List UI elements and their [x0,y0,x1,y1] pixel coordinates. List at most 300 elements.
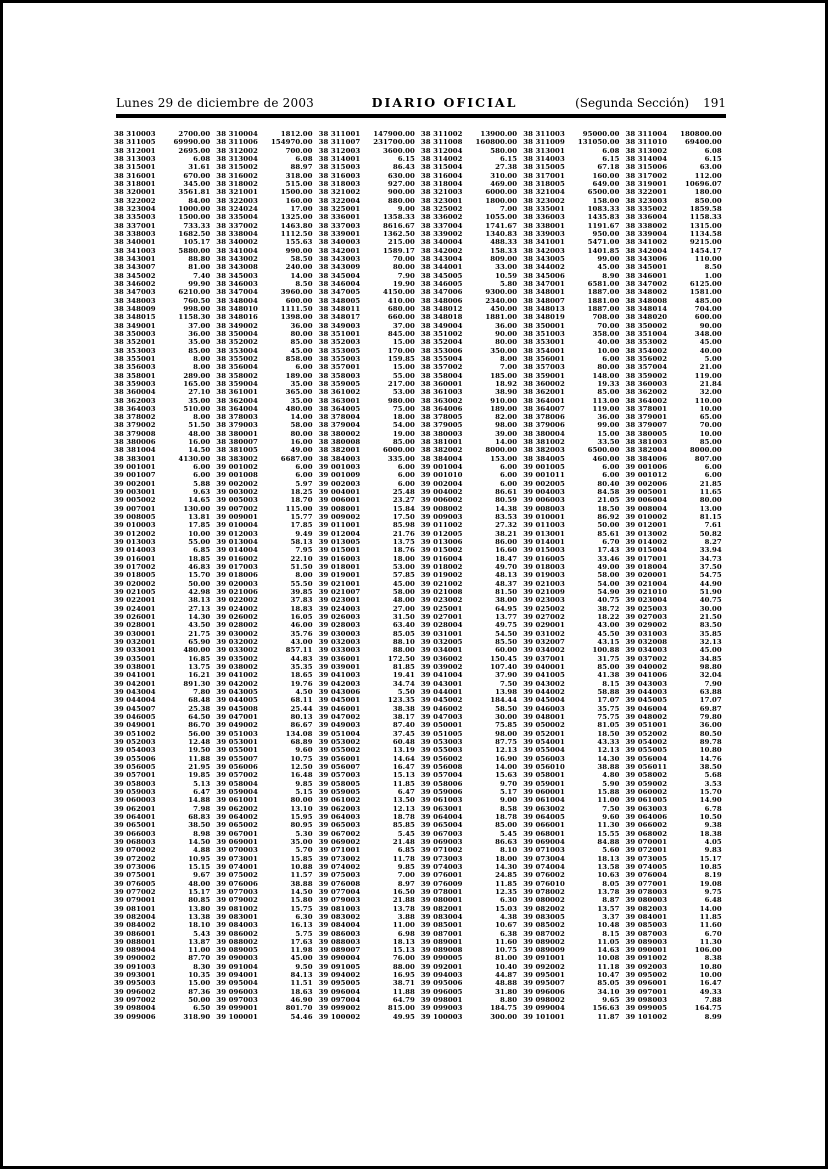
item-code: 38 364001 [523,396,565,405]
item-code: 39 089001 [420,937,463,946]
item-code: 39 088003 [318,937,361,946]
item-code: 39 044003 [625,687,668,696]
code-value-cell [216,930,318,938]
code-value-cell [421,438,523,446]
item-value: 13.77 [495,613,518,622]
item-value: 733.33 [183,221,211,230]
item-value: 9300.00 [485,288,518,297]
item-code: 39 029002 [625,621,668,630]
table-row [114,205,728,213]
item-code: 39 037001 [523,654,565,663]
item-code: 39 089005 [216,946,258,955]
code-value-cell [421,288,523,296]
code-value-cell [216,563,318,571]
item-code: 39 056011 [625,762,668,771]
item-code: 39 021010 [625,588,668,597]
item-code: 38 348018 [420,313,463,322]
code-value-cell [625,205,727,213]
code-value-cell [216,530,318,538]
item-value: 6.00 [704,463,722,472]
item-code: 38 348007 [523,296,565,305]
item-value: 5.15 [295,787,313,796]
item-code: 39 049003 [318,721,361,730]
code-value-cell [216,546,318,554]
item-value: 40.00 [597,338,620,347]
item-value: 8.05 [602,879,620,888]
item-value: 7.88 [704,996,722,1005]
item-code: 38 346003 [216,279,258,288]
item-code: 39 061002 [318,796,361,805]
item-value: 49.33 [699,987,722,996]
item-value: 119.00 [592,404,620,413]
item-value: 8.00 [193,363,211,372]
item-code: 38 321002 [318,188,361,197]
item-value: 1881.00 [587,296,620,305]
item-code: 39 046002 [420,704,463,713]
item-code: 39 056008 [420,762,463,771]
item-code: 39 084003 [216,921,258,930]
item-code: 39 076001 [420,871,463,880]
code-value-cell [114,213,216,221]
code-value-cell [216,372,318,380]
item-code: 39 074002 [318,862,361,871]
item-code: 38 355001 [114,354,156,363]
item-value: 815.00 [387,1004,415,1013]
item-code: 38 359001 [523,371,565,380]
code-value-cell [421,621,523,629]
code-value-cell [523,780,625,788]
item-code: 38 311003 [523,130,565,138]
code-value-cell [625,905,727,913]
code-value-cell [216,746,318,754]
code-value-cell [421,363,523,371]
code-value-cell [523,397,625,405]
item-code: 39 021008 [420,588,463,597]
code-value-cell [216,805,318,813]
item-code: 39 083005 [523,912,565,921]
item-code: 39 095007 [523,979,565,988]
item-code: 39 096005 [420,987,463,996]
item-value: 83.50 [699,621,722,630]
code-value-cell [114,363,216,371]
code-value-cell [319,280,421,288]
item-code: 39 045002 [420,696,463,705]
item-code: 39 002003 [318,479,361,488]
code-value-cell [114,455,216,463]
code-value-cell [625,813,727,821]
table-row [114,738,728,746]
item-code: 38 311004 [625,130,668,138]
table-row [114,863,728,871]
code-value-cell [216,521,318,529]
item-value: 64.50 [188,712,211,721]
item-value: 5.17 [500,787,518,796]
item-value: 580.00 [490,146,518,155]
item-code: 39 061001 [216,796,258,805]
code-value-cell [114,322,216,330]
item-value: 5.50 [397,687,415,696]
code-value-cell [625,996,727,1004]
item-code: 39 087003 [625,929,668,938]
item-code: 38 319001 [625,179,668,188]
code-value-cell [216,638,318,646]
item-value: 13.00 [699,504,722,513]
item-value: 21.84 [699,379,722,388]
code-value-cell [625,721,727,729]
item-value: 50.00 [188,579,211,588]
item-code: 39 099001 [216,1004,258,1013]
code-value-cell [523,655,625,663]
item-value: 80.40 [597,479,620,488]
item-code: 38 337003 [318,221,361,230]
item-code: 38 361003 [420,388,463,397]
code-value-cell [625,488,727,496]
code-value-cell [319,372,421,380]
item-value: 48.00 [188,879,211,888]
code-value-cell [625,255,727,263]
code-value-cell [523,421,625,429]
code-value-cell [319,688,421,696]
code-value-cell [523,846,625,854]
item-code: 39 004002 [420,488,463,497]
code-value-cell [216,180,318,188]
code-value-cell [625,846,727,854]
code-value-cell [319,272,421,280]
item-value: 1463.80 [280,221,313,230]
code-value-cell [114,538,216,546]
item-value: 80.00 [290,329,313,338]
item-code: 38 346002 [114,279,156,288]
item-code: 38 351004 [625,329,668,338]
code-value-cell [319,771,421,779]
item-value: 41.38 [597,671,620,680]
item-value: 64.79 [392,996,415,1005]
item-code: 39 090005 [420,954,463,963]
item-value: 18.50 [597,729,620,738]
item-code: 39 048002 [625,712,668,721]
item-code: 39 074005 [625,862,668,871]
item-code: 38 338004 [216,229,258,238]
code-value-cell [114,272,216,280]
table-row [114,805,728,813]
code-value-cell [319,946,421,954]
item-value: 21.76 [392,529,415,538]
code-value-cell [114,255,216,263]
item-value: 6.30 [500,896,518,905]
item-code: 39 082004 [114,912,156,921]
item-code: 39 010004 [216,521,258,530]
item-value: 85.85 [392,821,415,830]
item-code: 39 061004 [523,796,565,805]
item-code: 38 362002 [625,388,668,397]
item-code: 38 339004 [625,229,668,238]
item-code: 39 077004 [318,887,361,896]
code-value-cell [421,338,523,346]
item-value: 8000.00 [485,446,518,455]
item-value: 11.88 [188,754,211,763]
item-code: 38 321001 [216,188,258,197]
code-value-cell [523,855,625,863]
code-value-cell [319,172,421,180]
code-value-cell [319,297,421,305]
item-value: 980.00 [387,396,415,405]
code-value-cell [216,172,318,180]
code-value-cell [216,580,318,588]
table-row [114,505,728,513]
item-code: 38 323004 [114,204,156,213]
item-value: 35.75 [597,704,620,713]
item-code: 39 025003 [625,604,668,613]
code-value-cell [421,655,523,663]
item-code: 39 077003 [216,887,258,896]
code-value-cell [216,913,318,921]
item-code: 39 002001 [114,479,156,488]
item-value: 16.21 [188,671,211,680]
item-code: 38 378003 [216,413,258,422]
code-value-cell [114,938,216,946]
table-row [114,546,728,554]
code-value-cell [625,605,727,613]
code-value-cell [319,155,421,163]
item-code: 39 005001 [625,488,668,497]
item-code: 38 345005 [420,271,463,280]
item-value: 69990.00 [173,138,211,147]
item-value: 7.61 [704,521,722,530]
item-code: 39 045005 [625,696,668,705]
item-code: 39 069003 [420,837,463,846]
item-value: 6.15 [602,154,620,163]
item-code: 38 350001 [523,321,565,330]
item-code: 38 356004 [216,363,258,372]
item-code: 38 384003 [318,454,361,463]
item-value: 54.90 [597,588,620,597]
item-code: 38 353006 [420,346,463,355]
item-value: 58.88 [597,687,620,696]
code-value-cell [114,471,216,479]
item-value: 37.00 [188,321,211,330]
item-value: 15.15 [188,862,211,871]
item-value: 1362.50 [383,229,415,238]
code-value-cell [421,546,523,554]
item-value: 1055.00 [485,213,518,222]
table-row [114,913,728,921]
item-code: 38 351002 [420,329,463,338]
table-row [114,855,728,863]
code-value-cell [421,197,523,205]
code-value-cell [319,222,421,230]
item-code: 38 311006 [216,138,258,147]
item-value: 54.46 [290,1012,313,1021]
item-code: 39 013003 [114,538,156,547]
item-value: 10.00 [699,429,722,438]
code-value-cell [625,421,727,429]
item-value: 99.00 [597,254,620,263]
item-code: 39 071001 [318,846,361,855]
code-value-cell [523,730,625,738]
code-value-cell [523,297,625,305]
code-value-cell [114,763,216,771]
item-code: 38 338001 [523,221,565,230]
item-code: 39 012004 [318,529,361,538]
code-value-cell [216,780,318,788]
code-value-cell [114,746,216,754]
item-value: 1454.17 [689,246,722,255]
code-value-cell [421,888,523,896]
code-value-cell [114,546,216,554]
item-value: 13.98 [495,687,518,696]
item-code: 38 353003 [114,346,156,355]
item-code: 39 040002 [625,663,668,671]
code-value-cell [421,471,523,479]
code-value-cell [523,913,625,921]
table-row [114,471,728,479]
item-code: 39 039001 [318,663,361,671]
code-value-cell [319,263,421,271]
code-value-cell [114,946,216,954]
item-code: 38 355002 [216,354,258,363]
item-value: 17.07 [597,696,620,705]
item-value: 5.75 [295,929,313,938]
item-code: 39 046003 [523,704,565,713]
code-value-cell [319,538,421,546]
item-value: 63.40 [392,621,415,630]
item-value: 6.00 [704,471,722,480]
item-value: 5880.00 [178,246,211,255]
item-code: 38 347002 [625,279,668,288]
code-value-cell [523,313,625,321]
table-row [114,971,728,979]
code-value-cell [216,255,318,263]
item-code: 39 094003 [420,971,463,980]
code-value-cell [523,763,625,771]
item-code: 39 030001 [114,629,156,638]
item-value: 107.40 [490,663,518,671]
item-code: 39 043001 [420,679,463,688]
code-value-cell [114,430,216,438]
code-value-cell [319,796,421,804]
item-code: 38 316004 [420,171,463,180]
item-code: 38 336003 [523,213,565,222]
code-value-cell [523,821,625,829]
item-code: 39 033001 [114,646,156,655]
code-value-cell [114,347,216,355]
item-code: 39 043004 [114,687,156,696]
code-value-cell [421,222,523,230]
code-value-cell [625,521,727,529]
item-code: 39 041006 [625,671,668,680]
item-code: 39 045001 [318,696,361,705]
item-value: 90.00 [495,329,518,338]
code-value-cell [319,555,421,563]
code-value-cell [625,463,727,471]
code-value-cell [114,463,216,471]
item-value: 86.00 [495,538,518,547]
item-code: 38 347005 [318,288,361,297]
item-code: 39 044005 [216,696,258,705]
item-value: 1887.00 [587,304,620,313]
item-value: 19.33 [597,379,620,388]
code-value-cell [625,455,727,463]
code-value-cell [319,730,421,738]
item-code: 39 051003 [216,729,258,738]
table-row [114,621,728,629]
code-value-cell [114,513,216,521]
item-code: 39 069002 [318,837,361,846]
table-row [114,538,728,546]
item-value: 14.00 [495,762,518,771]
item-value: 31.50 [392,613,415,622]
code-value-cell [625,147,727,155]
item-value: 6.50 [193,1004,211,1013]
item-value: 1741.67 [485,221,518,230]
header-section: (Segunda Sección) [575,96,690,110]
code-value-cell [421,755,523,763]
item-value: 27.00 [392,604,415,613]
code-value-cell [625,471,727,479]
item-value: 25.44 [290,704,313,713]
item-value: 11.85 [392,779,415,788]
item-code: 39 069001 [216,837,258,846]
item-code: 39 025001 [420,604,463,613]
item-code: 38 359005 [318,379,361,388]
item-value: 318.90 [183,1012,211,1021]
code-value-cell [319,480,421,488]
item-code: 39 056007 [318,762,361,771]
item-code: 39 011002 [420,521,463,530]
item-code: 38 351001 [318,329,361,338]
table-row [114,746,728,754]
code-value-cell [523,530,625,538]
item-value: 13.78 [597,887,620,896]
item-value: 70.00 [699,421,722,430]
item-value: 21.05 [597,496,620,505]
item-code: 39 022002 [216,596,258,605]
item-code: 38 343002 [216,254,258,263]
code-value-cell [216,338,318,346]
code-value-cell [625,297,727,305]
code-value-cell [625,730,727,738]
item-code: 38 382001 [318,446,361,455]
item-code: 39 027003 [625,613,668,622]
item-value: 15.95 [290,812,313,821]
item-value: 55.50 [290,579,313,588]
item-value: 300.00 [490,1012,518,1021]
item-value: 11.98 [290,946,313,955]
item-value: 76.00 [392,954,415,963]
item-value: 6.98 [397,929,415,938]
item-value: 123.35 [387,696,415,705]
code-value-cell [523,188,625,196]
table-row [114,813,728,821]
table-row [114,763,728,771]
code-value-cell [523,605,625,613]
item-value: 11.87 [597,1012,620,1021]
code-value-cell [421,455,523,463]
item-code: 38 315006 [625,163,668,172]
item-value: 1083.33 [587,204,620,213]
table-row [114,463,728,471]
item-value: 10696.07 [685,179,722,188]
item-value: 6.70 [704,929,722,938]
item-code: 39 057004 [420,771,463,780]
item-value: 14.65 [188,496,211,505]
table-row [114,780,728,788]
item-value: 14.00 [699,904,722,913]
item-value: 82.00 [495,413,518,422]
item-value: 87.75 [495,737,518,746]
item-code: 39 021005 [114,588,156,597]
code-value-cell [523,213,625,221]
